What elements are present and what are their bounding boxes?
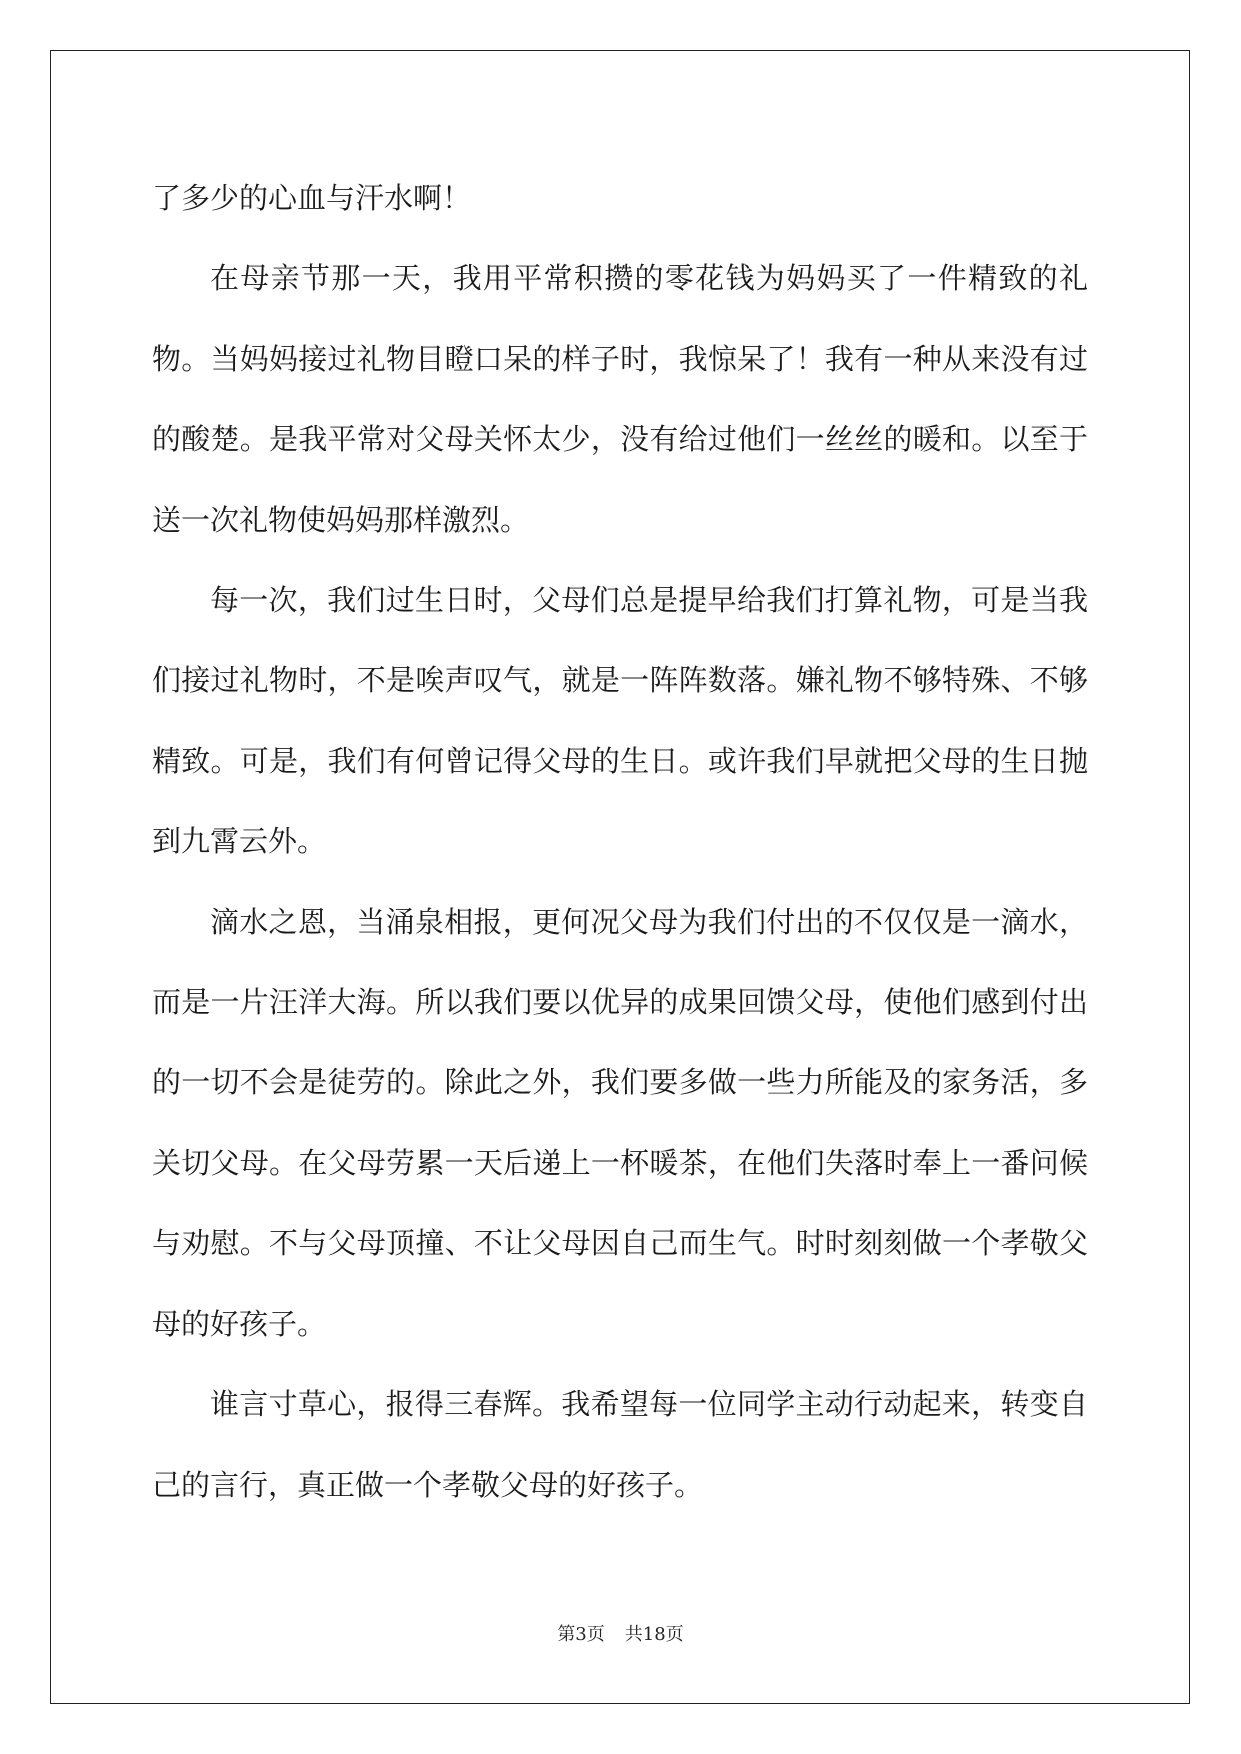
page-total: 共18页 [624,1624,684,1645]
paragraph: 每一次，我们过生日时，父母们总是提早给我们打算礼物，可是当我们接过礼物时，不是唉声叹气，就是一阵阵数落。嫌礼物不够特殊、不够精致。可是，我们有何曾记得父母的生日。或许我们早就把父母的生日抛到九霄云外。 [152,583,1088,859]
document-body [152,158,1088,1525]
paragraph: 谁言寸草心，报得三春辉。我希望每一位同学主动行动起来，转变自己的言行，真正做一个孝敬父母的好孩子。 [152,1387,1088,1502]
paragraph: 在母亲节那一天，我用平常积攒的零花钱为妈妈买了一件精致的礼物。当妈妈接过礼物目瞪口呆的样子时，我惊呆了！我有一种从来没有过的酸楚。是我平常对父母关怀太少，没有给过他们一丝丝的暖和。以至于送一次礼物使妈妈那样激烈。 [152,261,1088,537]
paragraph: 滴水之恩，当涌泉相报，更何况父母为我们付出的不仅仅是一滴水，而是一片汪洋大海。所以我们要以优异的成果回馈父母，使他们感到付出的一切不会是徒劳的。除此之外，我们要多做一些力所能及的家务活，多关切父母。在父母劳累一天后递上一杯暖茶，在他们失落时奉上一番问候与劝慰。不与父母顶撞、不让父母因自己而生气。时时刻刻做一个孝敬父母的好孩子。 [152,904,1088,1341]
paragraph-continuation: 了多少的心血与汗水啊！ [152,181,472,215]
page-number: 第3页 [557,1624,605,1645]
page-footer [0,1620,1241,1646]
